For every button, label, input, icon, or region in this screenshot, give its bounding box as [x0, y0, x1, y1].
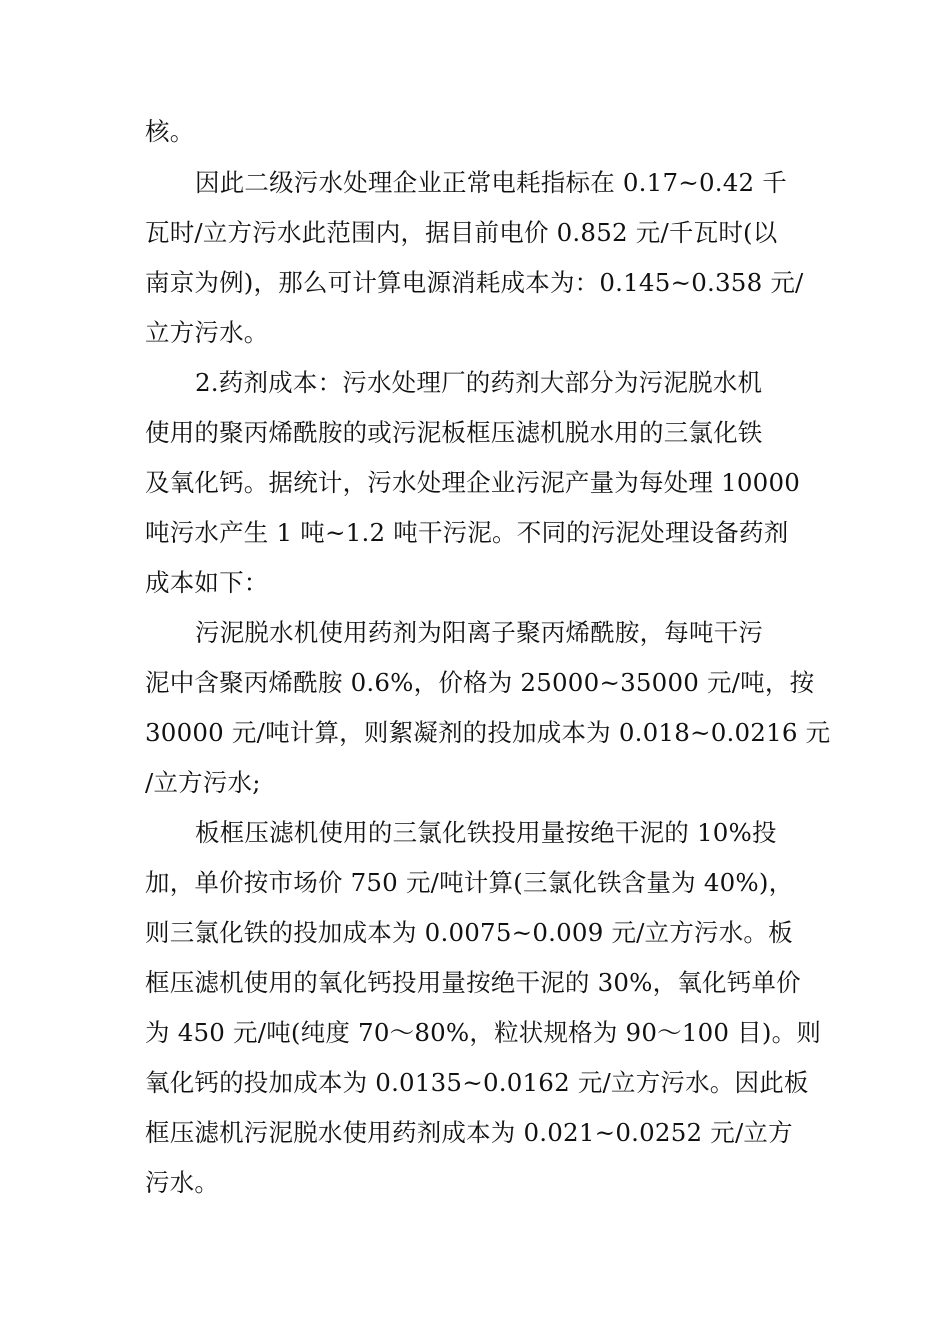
paragraph-line: 则三氯化铁的投加成本为 0.0075~0.009 元/立方污水。板 — [145, 918, 793, 947]
paragraph-line: 使用的聚丙烯酰胺的或污泥板框压滤机脱水用的三氯化铁 — [145, 418, 763, 447]
paragraph-line: 立方污水。 — [145, 318, 269, 347]
paragraph-line: 为 450 元/吨(纯度 70～80%，粒状规格为 90～100 目)。则 — [145, 1018, 822, 1047]
paragraph-line: 氧化钙的投加成本为 0.0135~0.0162 元/立方污水。因此板 — [145, 1068, 809, 1097]
paragraph-line: 30000 元/吨计算，则絮凝剂的投加成本为 0.018~0.0216 元 — [145, 718, 831, 747]
paragraph-line: 污泥脱水机使用药剂为阳离子聚丙烯酰胺，每吨干污 — [195, 618, 764, 647]
paragraph-line: 南京为例)，那么可计算电源消耗成本为：0.145~0.358 元/ — [145, 268, 804, 297]
paragraph-line: 2.药剂成本：污水处理厂的药剂大部分为污泥脱水机 — [195, 368, 763, 397]
paragraph-line: 污水。 — [145, 1168, 220, 1197]
paragraph-line: 框压滤机污泥脱水使用药剂成本为 0.021~0.0252 元/立方 — [145, 1118, 793, 1147]
paragraph-line: 吨污水产生 1 吨~1.2 吨干污泥。不同的污泥处理设备药剂 — [145, 518, 789, 547]
paragraph-line: 泥中含聚丙烯酰胺 0.6%，价格为 25000~35000 元/吨，按 — [145, 668, 815, 697]
paragraph-line: 加，单价按市场价 750 元/吨计算(三氯化铁含量为 40%)， — [145, 868, 794, 897]
paragraph-line: 核。 — [145, 117, 195, 146]
paragraph-line: 成本如下： — [145, 568, 269, 597]
paragraph-line: 瓦时/立方污水此范围内，据目前电价 0.852 元/千瓦时(以 — [145, 218, 778, 247]
paragraph-line: 板框压滤机使用的三氯化铁投用量按绝干泥的 10%投 — [195, 818, 777, 847]
paragraph-line: 框压滤机使用的氧化钙投用量按绝干泥的 30%，氧化钙单价 — [145, 968, 801, 997]
paragraph-line: 及氧化钙。据统计，污水处理企业污泥产量为每处理 10000 — [145, 468, 801, 497]
paragraph-line: /立方污水; — [145, 768, 261, 797]
paragraph-line: 因此二级污水处理企业正常电耗指标在 0.17~0.42 千 — [195, 168, 788, 197]
